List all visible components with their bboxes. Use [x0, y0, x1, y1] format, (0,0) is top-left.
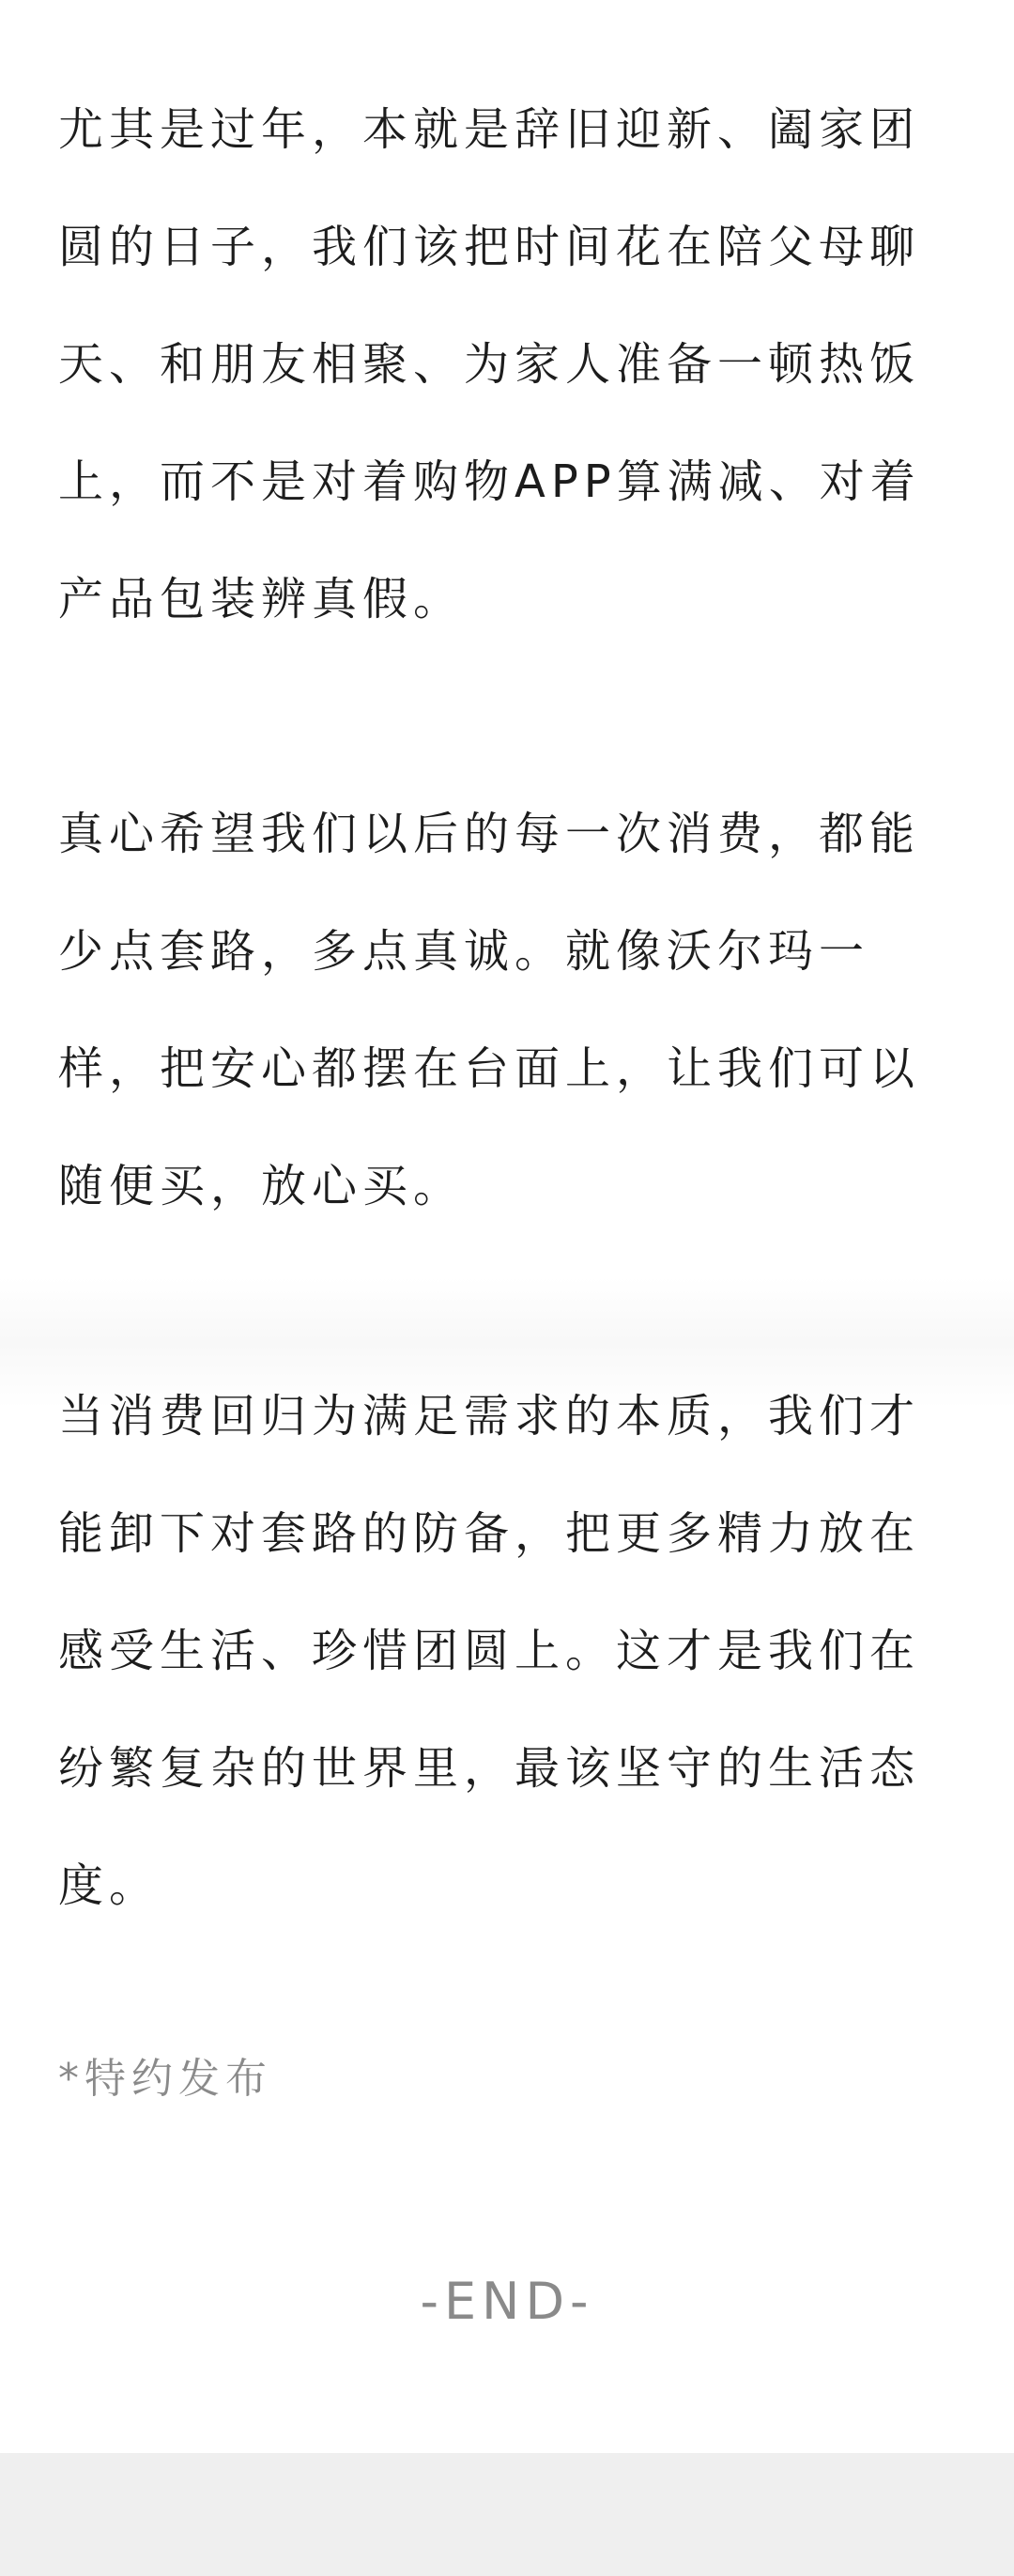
end-mark: -END-: [420, 2272, 594, 2331]
article-paragraph-2: 真心希望我们以后的每一次消费，都能少点套路，多点真诚。就像沃尔玛一样，把安心都摆在台面上，让我们可以随便买，放心买。: [58, 808, 921, 1212]
article-paragraph-3: 当消费回归为满足需求的本质，我们才能卸下对套路的防备，把更多精力放在感受生活、珍惜团圆上。这才是我们在纷繁复杂的世界里，最该坚守的生活态度。: [58, 1390, 921, 1912]
sponsored-note: *特约发布: [58, 2055, 272, 2103]
footer-band: [0, 2453, 1014, 2576]
article-paragraph-1: 尤其是过年，本就是辞旧迎新、阖家团圆的日子，我们该把时间花在陪父母聊天、和朋友相聚、为家人准备一顿热饭上，而不是对着购物APP算满减、对着产品包装辨真假。: [58, 103, 921, 625]
